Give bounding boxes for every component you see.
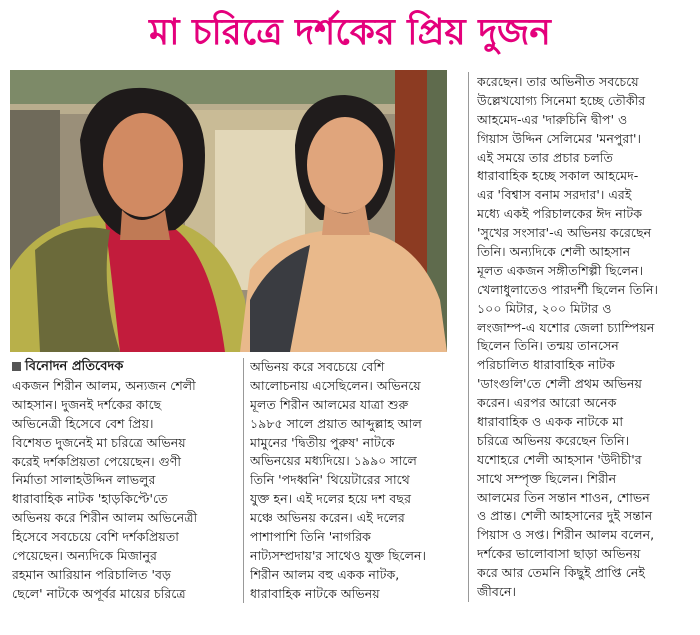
- article-line: রহমান আরিয়ান পরিচালিত 'বড়: [12, 566, 171, 582]
- column-divider: [243, 358, 244, 603]
- article-line: ও প্রান্ত। শেলী আহসানের দুই সন্তান: [477, 508, 653, 524]
- column-divider: [468, 72, 469, 602]
- article-line: লংজাম্প-এ যশোর জেলা চ্যাম্পিয়ন: [477, 319, 655, 335]
- article-line: ছেলে' নাটকে অপূর্বর মায়ের চরিত্রে: [12, 585, 186, 601]
- article-line: বিশেষত দুজনেই মা চরিত্রে অভিনয়: [12, 434, 186, 450]
- article-line: ধারাবাহিক নাটক 'হাড়কিপ্টে'তে: [12, 491, 168, 507]
- article-line: মূলত শিরীন আলমের যাত্রা শুরু: [250, 396, 409, 412]
- article-line: মূলত একজন সঙ্গীতশিল্পী ছিলেন।: [477, 262, 644, 278]
- article-line: আহসান। দুজনই দর্শকের কাছে: [12, 396, 162, 412]
- byline: [12, 358, 123, 376]
- article-line: নাট্যসম্প্রদায়'র সাথেও যুক্ত ছিলেন।: [250, 547, 426, 563]
- article-line: অভিনয় করে শিরীন আলম অভিনেত্রী: [12, 510, 198, 526]
- photo-two-women: [10, 70, 447, 352]
- article-line: হিসেবে সবচেয়ে বেশি দর্শকপ্রিয়তা: [12, 529, 179, 545]
- article-line: এই সময়ে তার প্রচার চলতি: [477, 149, 613, 165]
- bullet-icon: [12, 362, 21, 371]
- article-photo: [10, 70, 447, 352]
- article-line: ধারাবাহিক হচ্ছে সকাল আহমেদ-: [477, 168, 639, 184]
- article-line: পিয়াস ও সপ্ত। শিরীন আলম বলেন,: [477, 527, 655, 543]
- article-line: মামুনের 'দ্বিতীয় পুরুষ' নাটকে: [250, 434, 395, 450]
- article-line: মধ্যে একই পরিচালকের ঈদ নাটক: [477, 206, 643, 222]
- article-column-1: [12, 377, 237, 604]
- article-line: অভিনয় করে সবচেয়ে বেশি: [250, 359, 385, 374]
- article-line: জীবনে।: [477, 584, 516, 600]
- article-line: ধারাবাহিক নাটকে অভিনয়: [250, 585, 380, 601]
- article-line: আহমেদ-এর 'দারুচিনি দ্বীপ' ও: [477, 111, 628, 127]
- article-line: ছিলেন তিনি। তন্ময় তানসেন: [477, 338, 619, 354]
- article-line: যশোহরে শেলী আহসান 'উদীচী'র: [477, 451, 642, 467]
- byline-text: বিনোদন প্রতিবেদক: [25, 359, 124, 374]
- article-line: গিয়াস উদ্দিন সেলিমের 'মনপুরা'।: [477, 130, 641, 146]
- article-line: সাথে সম্পৃক্ত ছিলেন। শিরীন: [477, 470, 617, 486]
- article-line: একজন শিরীন আলম, অন্যজন শেলী: [12, 378, 196, 393]
- article-line: শিরীন আলম বহু একক নাটক,: [250, 566, 400, 582]
- article-line: অভিনয়ের মধ্যদিয়ে। ১৯৯০ সালে: [250, 453, 417, 469]
- article-line: এর 'বিশ্বাস বনাম সরদার'। এরই: [477, 187, 632, 203]
- article-line: ১০০ মিটার, ২০০ মিটার ও: [477, 300, 612, 316]
- article-column-3: [477, 73, 692, 602]
- article-line: চরিত্রে অভিনয় করেছেন তিনি।: [477, 432, 630, 448]
- article-line: অভিনেত্রী হিসেবে বেশ প্রিয়।: [12, 415, 154, 431]
- article-line: খেলাধুলাতেও পারদর্শী ছিলেন তিনি।: [477, 281, 658, 297]
- article-line: 'সুখের সংসার'-এ অভিনয় করেছেন: [477, 225, 652, 241]
- headline: মা চরিত্রে দর্শকের প্রিয় দুজন: [149, 12, 551, 53]
- article-line: উল্লেখযোগ্য সিনেমা হচ্ছে তৌকীর: [477, 92, 646, 108]
- article-line: পাশাপাশি তিনি 'নাগরিক: [250, 529, 371, 545]
- article-line: যুক্ত হন। এই দলের হয়ে দশ বছর: [250, 491, 411, 507]
- article-line: নির্মাতা সালাহউদ্দিন লাভলুর: [12, 472, 156, 488]
- article-line: ধারাবাহিক ও একক নাটকে মা: [477, 414, 624, 430]
- article-line: তিনি। অন্যদিকে শেলী আহসান: [477, 244, 631, 260]
- article-line: করে আর তেমনি কিছুই প্রাপ্তি নেই: [477, 565, 645, 581]
- article-line: পরিচালিত ধারাবাহিক নাটক: [477, 357, 615, 373]
- article-line: 'ডাংগুলি'তে শেলী প্রথম অভিনয়: [477, 376, 642, 392]
- article-line: আলোচনায় এসেছিলেন। অভিনয়ে: [250, 377, 421, 393]
- article-line: মঞ্চে অভিনয় করেন। এই দলের: [250, 510, 405, 526]
- article-line: তিনি 'পদধ্বনি' থিয়েটারের সাথে: [250, 472, 410, 488]
- article-line: দর্শকের ভালোবাসা ছাড়া অভিনয়: [477, 546, 641, 562]
- article-column-2: [250, 358, 462, 604]
- article-line: করেন। এরপর আরো অনেক: [477, 395, 617, 411]
- article-line: আলমের তিন সন্তান শাওন, শোভন: [477, 489, 650, 505]
- article-line: পেয়েছেন। অন্যদিকে মিজানুর: [12, 548, 157, 564]
- article-line: করেছেন। তার অভিনীত সবচেয়ে: [477, 74, 639, 89]
- article-line: করেই দর্শকপ্রিয়তা পেয়েছেন। গুণী: [12, 453, 181, 469]
- article-line: ১৯৮৫ সালে প্রয়াত আব্দুল্লাহ আল: [250, 415, 422, 431]
